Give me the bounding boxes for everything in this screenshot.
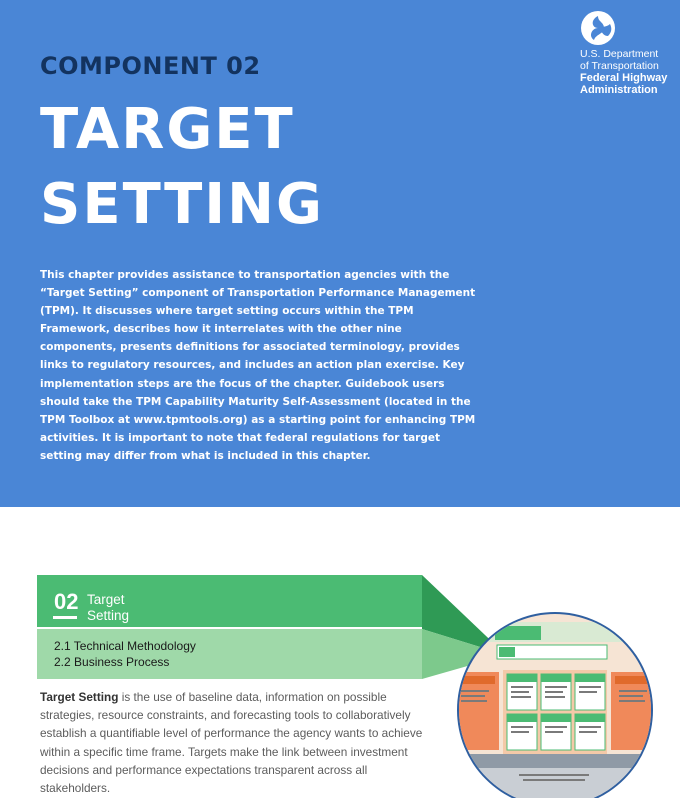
definition-term: Target Setting <box>40 690 119 704</box>
logo-line-4: Administration <box>580 84 658 96</box>
chapter-title-line-1: TARGET <box>40 97 295 162</box>
chapter-intro-text: This chapter provides assistance to transportation agencies with the “Target Setting” component of Transportation Performance Management (TPM). It discusses where target setting occurs within the TPM Framework, describes how it interrelates with the other nine components, presents definitions for associated terminology, provides links to regulatory resources, and includes an action plan exercise. Key implementation steps are the focus of the chapter. Guidebook users should take the TPM Capability Maturity Self-Assessment (located in the TPM Toolbox at www.tpmtools.org) as a starting point for enhancing TPM activities. It is important to note that federal regulations for target setting may differ from what is included in this chapter. <box>40 269 476 462</box>
logo-line-3: Federal Highway <box>580 72 668 84</box>
usdot-emblem-icon <box>580 10 616 46</box>
subcomponent-item-2-1: 2.1 Technical Methodology <box>54 639 196 653</box>
definition-paragraph <box>40 688 440 797</box>
banner-title-line-2: Setting <box>87 608 130 623</box>
component-label: COMPONENT 02 <box>40 52 261 80</box>
component-number-underline <box>53 616 77 619</box>
chapter-title-line-2: SETTING <box>40 172 324 237</box>
component-number: 02 <box>54 589 79 614</box>
banner-title-line-1: Target <box>87 592 125 607</box>
tpm-framework-diagram <box>455 612 655 798</box>
logo-line-2: of Transportation <box>580 60 659 72</box>
subcomponent-list <box>54 638 196 670</box>
component-banner-title <box>87 592 129 624</box>
logo-wordmark <box>580 48 667 96</box>
logo-line-1: U.S. Department <box>580 48 659 60</box>
subcomponent-item-2-2: 2.2 Business Process <box>54 655 170 669</box>
definition-text: is the use of baseline data, information on possible strategies, resource constraints, and forecasting tools to collaboratively establish a quantifiable level of performance the agency wants to achieve within a specific time frame. Targets make the link between investment decisions and performance expectations transparent across all stakeholders. <box>40 690 423 796</box>
